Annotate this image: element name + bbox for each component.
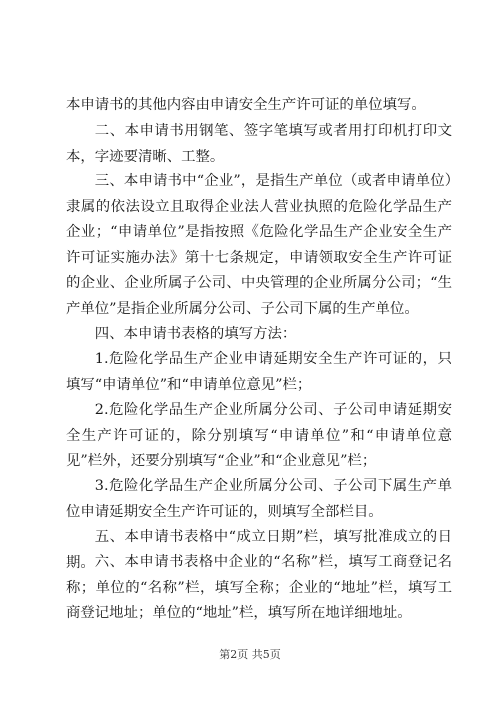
paragraph-sub-1: 1.危险化学品生产企业申请延期安全生产许可证的，只填写“申请单位”和“申请单位意见”栏； bbox=[66, 351, 452, 393]
paragraph-sub-2: 2.危险化学品生产企业所属分公司、子公司申请延期安全生产许可证的，除分别填写“申请单位”和“申请单位意见”栏外，还要分别填写“企业”和“企业意见”栏； bbox=[66, 402, 452, 469]
paragraph-item-6: 六、本申请书表格中企业的“名称”栏，填写工商登记名称；单位的“名称”栏，填写全称；企业的“地址”栏，填写工商登记地址；单位的“地址”栏，填写所在地详细地址。 bbox=[66, 554, 452, 621]
paragraph-item-3: 三、本申请书中“企业”，是指生产单位（或者申请单位）隶属的依法设立且取得企业法人营业执照的危险化学品生产企业；“申请单位”是指按照《危险化学品生产企业安全生产许可证实施办法》第十七条规定，申请领取安全生产许可证的企业、企业所属子公司、中央管理的企业所属分公司；“生产单位”是指企业所属分公司、子公司下属的生产单位。 bbox=[66, 173, 452, 317]
paragraph-item-4: 四、本申请书表格的填写方法： bbox=[94, 326, 297, 342]
paragraph-continuation: 本申请书的其他内容由申请安全生产许可证的单位填写。 bbox=[66, 97, 426, 113]
page-number-footer: 第2页 共5页 bbox=[219, 648, 281, 661]
paragraph-item-2: 二、本申请书用钢笔、签字笔填写或者用打印机打印文本，字迹要清晰、工整。 bbox=[66, 123, 452, 165]
paragraph-sub-3: 3.危险化学品生产企业所属分公司、子公司下属生产单位申请延期安全生产许可证的，则填写全部栏目。 bbox=[66, 478, 452, 520]
paragraph-item-5: 五、本申请书表格中“成立日期”栏，填写批准成立的日期。 bbox=[66, 529, 452, 571]
